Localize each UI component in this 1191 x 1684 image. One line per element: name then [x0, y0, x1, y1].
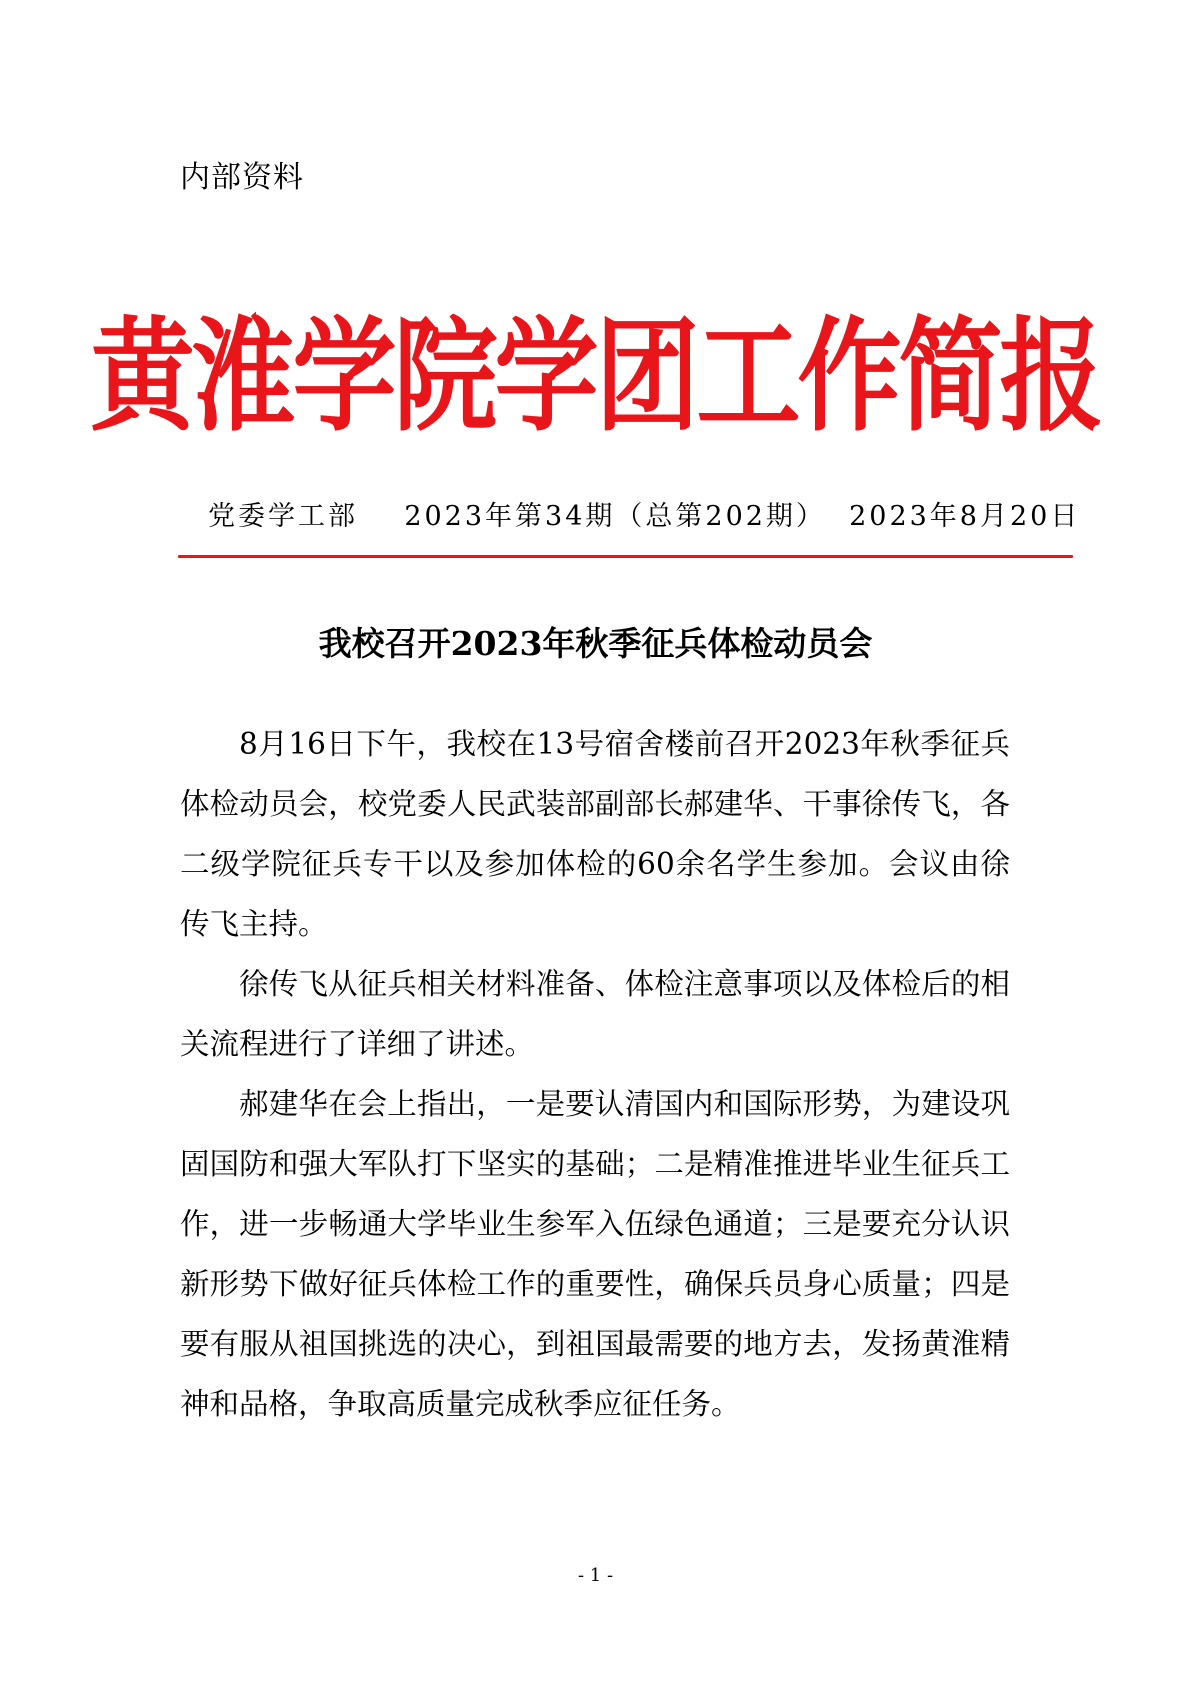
paragraph: 8月16日下午，我校在13号宿舍楼前召开2023年秋季征兵体检动员会，校党委人民武装部副部长郝建华、干事徐传飞，各二级学院征兵专干以及参加体检的60余名学生参加。会议由徐传飞主持。 [180, 727, 1010, 941]
issue-line: 党委学工部 2023年第34期（总第202期） 2023年8月20日 [208, 501, 1081, 532]
paragraph: 郝建华在会上指出，一是要认清国内和国际形势，为建设巩固国防和强大军队打下坚实的基础；二是精准推进毕业生征兵工作，进一步畅通大学毕业生参军入伍绿色通道；三是要充分认识新形势下做好征兵体检工作的重要性，确保兵员身心质量；四是要有服从祖国挑选的决心，到祖国最需要的地方去，发扬黄淮精神和品格，争取高质量完成秋季应征任务。 [180, 1087, 1010, 1421]
article-body [180, 714, 1010, 1434]
classification-label: 内部资料 [180, 160, 304, 195]
red-divider [178, 555, 1073, 558]
article-title: 我校召开2023年秋季征兵体检动员会 [318, 624, 873, 663]
masthead-title: 黄淮学院学团工作简报 [90, 303, 1101, 449]
paragraph: 徐传飞从征兵相关材料准备、体检注意事项以及体检后的相关流程进行了详细了讲述。 [180, 967, 1010, 1061]
page-number: - 1 - [577, 1565, 614, 1586]
